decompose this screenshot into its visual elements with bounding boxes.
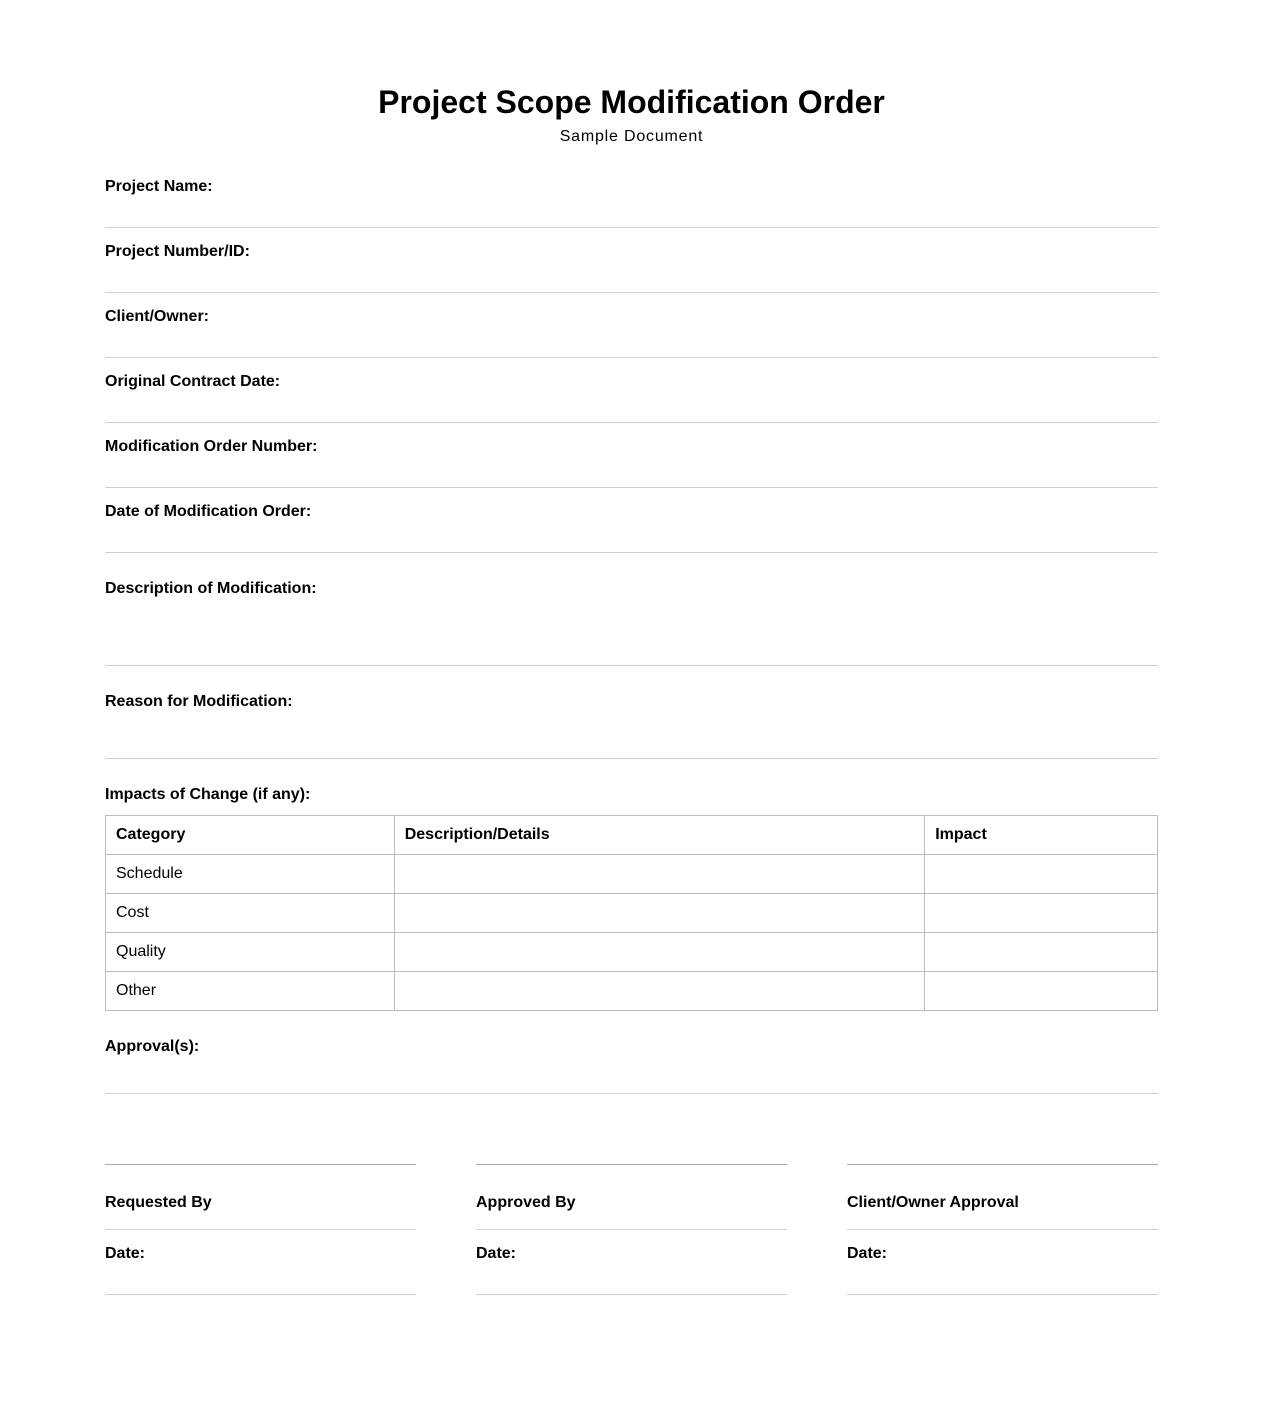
- details-cell[interactable]: [394, 972, 924, 1011]
- field-label: Client/Owner:: [105, 308, 210, 325]
- modification-order-number-field[interactable]: [105, 437, 1158, 488]
- description-of-modification-field[interactable]: [105, 579, 1158, 666]
- details-cell[interactable]: [394, 933, 924, 972]
- approvals-field[interactable]: [105, 1037, 1158, 1094]
- reason-for-modification-field[interactable]: [105, 692, 1158, 759]
- signature-date-label: Date:: [847, 1245, 888, 1262]
- impacts-table: [105, 815, 1158, 1011]
- impacts-label: Impacts of Change (if any):: [105, 786, 311, 803]
- table-header-row: [106, 816, 1158, 855]
- signature-line[interactable]: [847, 1164, 1158, 1165]
- category-cell: Cost: [106, 894, 395, 933]
- signature-title: Client/Owner Approval: [847, 1194, 1019, 1211]
- modification-order-date-field[interactable]: [105, 502, 1158, 553]
- field-label: Approval(s):: [105, 1038, 200, 1055]
- category-cell: Other: [106, 972, 395, 1011]
- column-header-impact: Impact: [925, 816, 1158, 855]
- impact-cell[interactable]: [925, 933, 1158, 972]
- category-cell: Quality: [106, 933, 395, 972]
- client-owner-field[interactable]: [105, 307, 1158, 358]
- table-row: [106, 894, 1158, 933]
- signature-title: Requested By: [105, 1194, 212, 1211]
- impact-cell[interactable]: [925, 894, 1158, 933]
- impact-cell[interactable]: [925, 972, 1158, 1011]
- details-cell[interactable]: [394, 894, 924, 933]
- field-label: Project Name:: [105, 178, 213, 195]
- field-label: Original Contract Date:: [105, 373, 281, 390]
- category-cell: Schedule: [106, 855, 395, 894]
- field-label: Reason for Modification:: [105, 693, 293, 710]
- date-line[interactable]: [476, 1294, 787, 1295]
- signature-date-label: Date:: [105, 1245, 146, 1262]
- document-title: Project Scope Modification Order: [378, 84, 885, 120]
- table-row: [106, 933, 1158, 972]
- field-label: Description of Modification:: [105, 580, 317, 597]
- details-cell[interactable]: [394, 855, 924, 894]
- signature-date-label: Date:: [476, 1245, 517, 1262]
- divider: [476, 1229, 787, 1230]
- field-label: Modification Order Number:: [105, 438, 318, 455]
- original-contract-date-field[interactable]: [105, 372, 1158, 423]
- project-name-field[interactable]: [105, 177, 1158, 228]
- table-row: [106, 855, 1158, 894]
- table-row: [106, 972, 1158, 1011]
- date-line[interactable]: [847, 1294, 1158, 1295]
- signature-line[interactable]: [105, 1164, 416, 1165]
- signature-line[interactable]: [476, 1164, 787, 1165]
- signature-title: Approved By: [476, 1194, 576, 1211]
- impact-cell[interactable]: [925, 855, 1158, 894]
- column-header-details: Description/Details: [394, 816, 924, 855]
- divider: [105, 1229, 416, 1230]
- divider: [847, 1229, 1158, 1230]
- field-label: Date of Modification Order:: [105, 503, 312, 520]
- date-line[interactable]: [105, 1294, 416, 1295]
- project-number-field[interactable]: [105, 242, 1158, 293]
- document-subtitle: Sample Document: [559, 128, 704, 145]
- column-header-category: Category: [106, 816, 395, 855]
- field-label: Project Number/ID:: [105, 243, 250, 260]
